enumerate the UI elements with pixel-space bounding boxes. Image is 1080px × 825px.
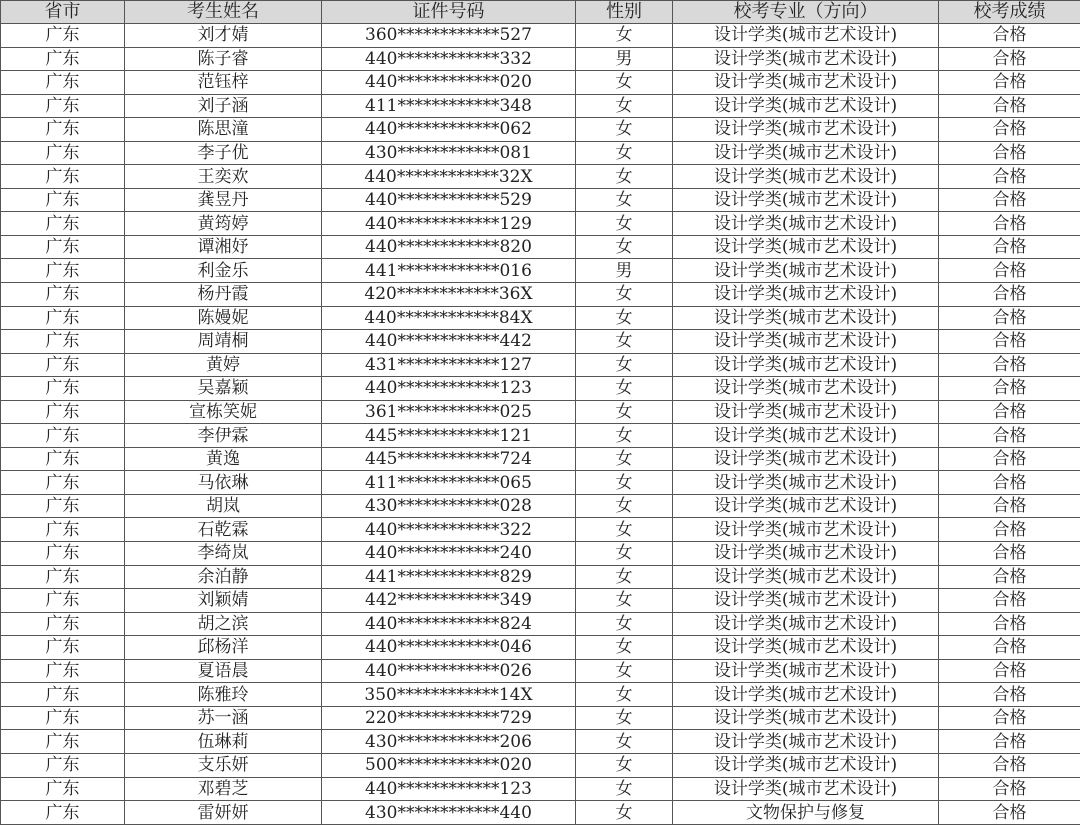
table-body	[1, 24, 1080, 825]
id-number-cell: 442************349	[322, 589, 576, 613]
table-row	[1, 753, 1080, 777]
province-cell: 广东	[1, 753, 125, 777]
table-row	[1, 94, 1080, 118]
name-cell: 李子优	[125, 141, 322, 165]
table-row	[1, 235, 1080, 259]
result-cell: 合格	[939, 683, 1080, 707]
id-number-cell: 220************729	[322, 706, 576, 730]
result-cell: 合格	[939, 424, 1080, 448]
name-cell: 王奕欢	[125, 165, 322, 189]
name-cell: 谭湘妤	[125, 235, 322, 259]
id-number-cell: 440************84X	[322, 306, 576, 330]
id-number-cell: 431************127	[322, 353, 576, 377]
result-cell: 合格	[939, 24, 1080, 48]
gender-cell: 女	[576, 165, 673, 189]
id-number-cell: 500************020	[322, 753, 576, 777]
name-cell: 宣栋笑妮	[125, 400, 322, 424]
table-row	[1, 683, 1080, 707]
province-cell: 广东	[1, 71, 125, 95]
result-cell: 合格	[939, 212, 1080, 236]
result-cell: 合格	[939, 377, 1080, 401]
province-cell: 广东	[1, 683, 125, 707]
gender-cell: 女	[576, 636, 673, 660]
table-row	[1, 659, 1080, 683]
result-cell: 合格	[939, 494, 1080, 518]
province-cell: 广东	[1, 212, 125, 236]
province-cell: 广东	[1, 471, 125, 495]
name-cell: 黄逸	[125, 447, 322, 471]
result-cell: 合格	[939, 542, 1080, 566]
result-cell: 合格	[939, 283, 1080, 307]
name-cell: 陈思潼	[125, 118, 322, 142]
gender-cell: 女	[576, 683, 673, 707]
major-cell: 设计学类(城市艺术设计)	[673, 777, 939, 801]
gender-cell: 女	[576, 94, 673, 118]
id-number-cell: 440************062	[322, 118, 576, 142]
table-row	[1, 306, 1080, 330]
id-number-cell: 360************527	[322, 24, 576, 48]
name-cell: 刘才婧	[125, 24, 322, 48]
major-cell: 设计学类(城市艺术设计)	[673, 518, 939, 542]
result-cell: 合格	[939, 353, 1080, 377]
province-cell: 广东	[1, 235, 125, 259]
major-cell: 设计学类(城市艺术设计)	[673, 494, 939, 518]
result-cell: 合格	[939, 447, 1080, 471]
gender-cell: 女	[576, 542, 673, 566]
name-cell: 陈子睿	[125, 47, 322, 71]
result-cell: 合格	[939, 118, 1080, 142]
table-row	[1, 801, 1080, 825]
id-number-cell: 440************32X	[322, 165, 576, 189]
province-cell: 广东	[1, 47, 125, 71]
result-cell: 合格	[939, 235, 1080, 259]
header-province: 省市	[1, 1, 125, 24]
result-cell: 合格	[939, 306, 1080, 330]
name-cell: 胡之滨	[125, 612, 322, 636]
id-number-cell: 411************065	[322, 471, 576, 495]
major-cell: 设计学类(城市艺术设计)	[673, 612, 939, 636]
major-cell: 设计学类(城市艺术设计)	[673, 400, 939, 424]
major-cell: 设计学类(城市艺术设计)	[673, 753, 939, 777]
major-cell: 设计学类(城市艺术设计)	[673, 471, 939, 495]
province-cell: 广东	[1, 259, 125, 283]
id-number-cell: 430************028	[322, 494, 576, 518]
table-row	[1, 518, 1080, 542]
result-cell: 合格	[939, 753, 1080, 777]
id-number-cell: 440************020	[322, 71, 576, 95]
result-cell: 合格	[939, 47, 1080, 71]
id-number-cell: 440************332	[322, 47, 576, 71]
gender-cell: 女	[576, 24, 673, 48]
name-cell: 陈雅玲	[125, 683, 322, 707]
result-cell: 合格	[939, 400, 1080, 424]
province-cell: 广东	[1, 353, 125, 377]
id-number-cell: 440************820	[322, 235, 576, 259]
table-row	[1, 141, 1080, 165]
table-row	[1, 259, 1080, 283]
id-number-cell: 440************529	[322, 188, 576, 212]
header-gender: 性别	[576, 1, 673, 24]
province-cell: 广东	[1, 801, 125, 825]
id-number-cell: 361************025	[322, 400, 576, 424]
table-row	[1, 400, 1080, 424]
header-row	[1, 1, 1080, 24]
result-cell: 合格	[939, 330, 1080, 354]
table-row	[1, 24, 1080, 48]
table-row	[1, 706, 1080, 730]
province-cell: 广东	[1, 165, 125, 189]
major-cell: 设计学类(城市艺术设计)	[673, 424, 939, 448]
name-cell: 夏语晨	[125, 659, 322, 683]
province-cell: 广东	[1, 777, 125, 801]
name-cell: 利金乐	[125, 259, 322, 283]
major-cell: 设计学类(城市艺术设计)	[673, 730, 939, 754]
table-row	[1, 471, 1080, 495]
id-number-cell: 440************123	[322, 377, 576, 401]
result-cell: 合格	[939, 141, 1080, 165]
name-cell: 吴嘉颖	[125, 377, 322, 401]
gender-cell: 女	[576, 353, 673, 377]
result-cell: 合格	[939, 777, 1080, 801]
major-cell: 设计学类(城市艺术设计)	[673, 306, 939, 330]
header-result: 校考成绩	[939, 1, 1080, 24]
table-row	[1, 612, 1080, 636]
id-number-cell: 420************36X	[322, 283, 576, 307]
major-cell: 设计学类(城市艺术设计)	[673, 636, 939, 660]
province-cell: 广东	[1, 424, 125, 448]
gender-cell: 女	[576, 659, 673, 683]
table-row	[1, 330, 1080, 354]
major-cell: 设计学类(城市艺术设计)	[673, 353, 939, 377]
id-number-cell: 430************081	[322, 141, 576, 165]
result-cell: 合格	[939, 471, 1080, 495]
name-cell: 余泊静	[125, 565, 322, 589]
province-cell: 广东	[1, 565, 125, 589]
province-cell: 广东	[1, 94, 125, 118]
gender-cell: 女	[576, 471, 673, 495]
name-cell: 陈嫚妮	[125, 306, 322, 330]
major-cell: 设计学类(城市艺术设计)	[673, 659, 939, 683]
province-cell: 广东	[1, 659, 125, 683]
major-cell: 文物保护与修复	[673, 801, 939, 825]
name-cell: 刘子涵	[125, 94, 322, 118]
name-cell: 雷妍妍	[125, 801, 322, 825]
gender-cell: 男	[576, 47, 673, 71]
name-cell: 邓碧芝	[125, 777, 322, 801]
major-cell: 设计学类(城市艺术设计)	[673, 235, 939, 259]
table-row	[1, 589, 1080, 613]
province-cell: 广东	[1, 636, 125, 660]
province-cell: 广东	[1, 542, 125, 566]
result-cell: 合格	[939, 165, 1080, 189]
result-cell: 合格	[939, 706, 1080, 730]
id-number-cell: 350************14X	[322, 683, 576, 707]
province-cell: 广东	[1, 118, 125, 142]
name-cell: 李绮岚	[125, 542, 322, 566]
province-cell: 广东	[1, 188, 125, 212]
province-cell: 广东	[1, 283, 125, 307]
major-cell: 设计学类(城市艺术设计)	[673, 683, 939, 707]
province-cell: 广东	[1, 706, 125, 730]
gender-cell: 女	[576, 777, 673, 801]
id-number-cell: 440************322	[322, 518, 576, 542]
table-row	[1, 188, 1080, 212]
id-number-cell: 440************026	[322, 659, 576, 683]
gender-cell: 女	[576, 377, 673, 401]
result-cell: 合格	[939, 612, 1080, 636]
table-row	[1, 212, 1080, 236]
id-number-cell: 441************016	[322, 259, 576, 283]
id-number-cell: 440************442	[322, 330, 576, 354]
gender-cell: 女	[576, 753, 673, 777]
major-cell: 设计学类(城市艺术设计)	[673, 94, 939, 118]
result-cell: 合格	[939, 188, 1080, 212]
gender-cell: 男	[576, 259, 673, 283]
result-cell: 合格	[939, 636, 1080, 660]
table-row	[1, 494, 1080, 518]
table-row	[1, 353, 1080, 377]
major-cell: 设计学类(城市艺术设计)	[673, 565, 939, 589]
result-cell: 合格	[939, 259, 1080, 283]
major-cell: 设计学类(城市艺术设计)	[673, 706, 939, 730]
gender-cell: 女	[576, 518, 673, 542]
major-cell: 设计学类(城市艺术设计)	[673, 212, 939, 236]
gender-cell: 女	[576, 188, 673, 212]
name-cell: 邱杨洋	[125, 636, 322, 660]
name-cell: 周靖桐	[125, 330, 322, 354]
name-cell: 范钰梓	[125, 71, 322, 95]
result-cell: 合格	[939, 518, 1080, 542]
major-cell: 设计学类(城市艺术设计)	[673, 141, 939, 165]
name-cell: 黄婷	[125, 353, 322, 377]
table-row	[1, 47, 1080, 71]
major-cell: 设计学类(城市艺术设计)	[673, 259, 939, 283]
table-row	[1, 283, 1080, 307]
province-cell: 广东	[1, 24, 125, 48]
table-row	[1, 447, 1080, 471]
province-cell: 广东	[1, 306, 125, 330]
major-cell: 设计学类(城市艺术设计)	[673, 542, 939, 566]
province-cell: 广东	[1, 612, 125, 636]
table-row	[1, 777, 1080, 801]
name-cell: 胡岚	[125, 494, 322, 518]
id-number-cell: 430************206	[322, 730, 576, 754]
table-row	[1, 165, 1080, 189]
gender-cell: 女	[576, 612, 673, 636]
result-cell: 合格	[939, 801, 1080, 825]
gender-cell: 女	[576, 235, 673, 259]
major-cell: 设计学类(城市艺术设计)	[673, 447, 939, 471]
name-cell: 苏一涵	[125, 706, 322, 730]
gender-cell: 女	[576, 306, 673, 330]
gender-cell: 女	[576, 447, 673, 471]
major-cell: 设计学类(城市艺术设计)	[673, 24, 939, 48]
province-cell: 广东	[1, 400, 125, 424]
gender-cell: 女	[576, 589, 673, 613]
name-cell: 黄筠婷	[125, 212, 322, 236]
id-number-cell: 411************348	[322, 94, 576, 118]
table-row	[1, 542, 1080, 566]
table-row	[1, 377, 1080, 401]
major-cell: 设计学类(城市艺术设计)	[673, 283, 939, 307]
table-row	[1, 71, 1080, 95]
gender-cell: 女	[576, 212, 673, 236]
name-cell: 伍琳莉	[125, 730, 322, 754]
result-cell: 合格	[939, 589, 1080, 613]
id-number-cell: 440************240	[322, 542, 576, 566]
province-cell: 广东	[1, 494, 125, 518]
id-number-cell: 430************440	[322, 801, 576, 825]
gender-cell: 女	[576, 71, 673, 95]
province-cell: 广东	[1, 589, 125, 613]
major-cell: 设计学类(城市艺术设计)	[673, 589, 939, 613]
table-row	[1, 565, 1080, 589]
gender-cell: 女	[576, 801, 673, 825]
major-cell: 设计学类(城市艺术设计)	[673, 377, 939, 401]
gender-cell: 女	[576, 706, 673, 730]
gender-cell: 女	[576, 400, 673, 424]
result-cell: 合格	[939, 659, 1080, 683]
table-row	[1, 424, 1080, 448]
province-cell: 广东	[1, 447, 125, 471]
result-cell: 合格	[939, 730, 1080, 754]
name-cell: 李伊霖	[125, 424, 322, 448]
gender-cell: 女	[576, 730, 673, 754]
result-cell: 合格	[939, 94, 1080, 118]
id-number-cell: 440************046	[322, 636, 576, 660]
major-cell: 设计学类(城市艺术设计)	[673, 71, 939, 95]
id-number-cell: 441************829	[322, 565, 576, 589]
province-cell: 广东	[1, 730, 125, 754]
table-row	[1, 636, 1080, 660]
name-cell: 刘颖婧	[125, 589, 322, 613]
major-cell: 设计学类(城市艺术设计)	[673, 165, 939, 189]
header-name: 考生姓名	[125, 1, 322, 24]
id-number-cell: 440************129	[322, 212, 576, 236]
gender-cell: 女	[576, 494, 673, 518]
id-number-cell: 440************824	[322, 612, 576, 636]
name-cell: 马依琳	[125, 471, 322, 495]
name-cell: 杨丹霞	[125, 283, 322, 307]
result-cell: 合格	[939, 71, 1080, 95]
province-cell: 广东	[1, 330, 125, 354]
name-cell: 支乐妍	[125, 753, 322, 777]
major-cell: 设计学类(城市艺术设计)	[673, 118, 939, 142]
major-cell: 设计学类(城市艺术设计)	[673, 47, 939, 71]
major-cell: 设计学类(城市艺术设计)	[673, 188, 939, 212]
id-number-cell: 445************121	[322, 424, 576, 448]
gender-cell: 女	[576, 141, 673, 165]
gender-cell: 女	[576, 424, 673, 448]
province-cell: 广东	[1, 377, 125, 401]
id-number-cell: 445************724	[322, 447, 576, 471]
table-row	[1, 730, 1080, 754]
name-cell: 龚昱丹	[125, 188, 322, 212]
id-number-cell: 440************123	[322, 777, 576, 801]
result-cell: 合格	[939, 565, 1080, 589]
gender-cell: 女	[576, 565, 673, 589]
gender-cell: 女	[576, 330, 673, 354]
header-major: 校考专业（方向）	[673, 1, 939, 24]
major-cell: 设计学类(城市艺术设计)	[673, 330, 939, 354]
name-cell: 石乾霖	[125, 518, 322, 542]
province-cell: 广东	[1, 518, 125, 542]
gender-cell: 女	[576, 283, 673, 307]
header-id-number: 证件号码	[322, 1, 576, 24]
province-cell: 广东	[1, 141, 125, 165]
table-row	[1, 118, 1080, 142]
gender-cell: 女	[576, 118, 673, 142]
